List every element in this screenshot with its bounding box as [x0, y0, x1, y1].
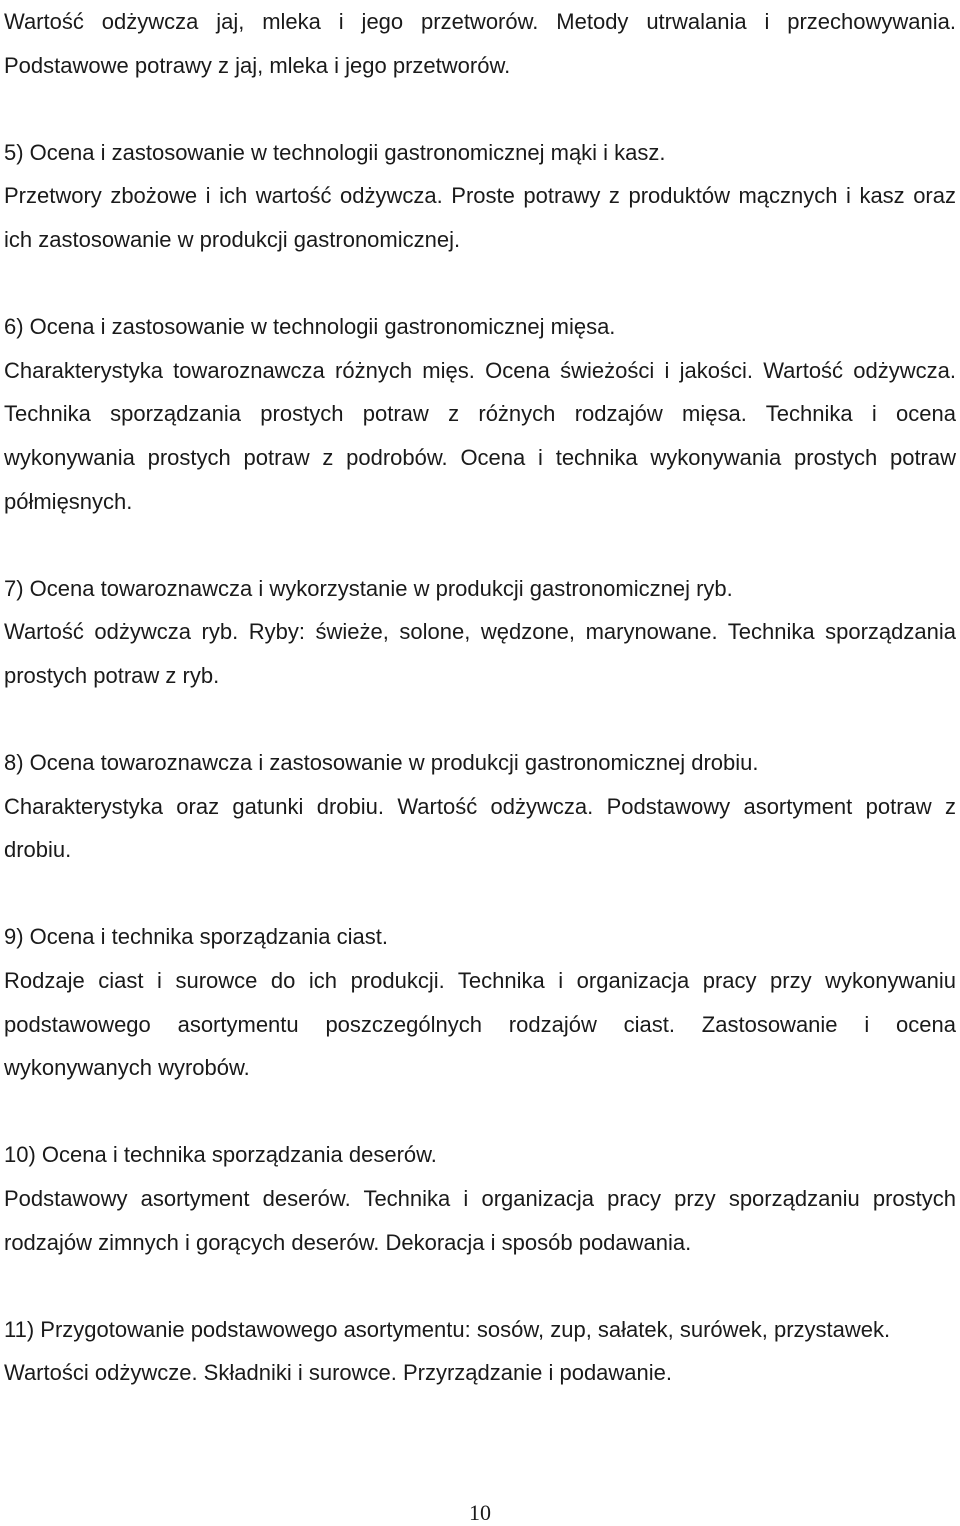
section-9: [4, 915, 956, 1089]
document-page: [4, 0, 956, 1395]
section-body: Podstawowy asortyment deserów. Technika i organizacja pracy przy sporządzaniu prostych rodzajów zimnych i gorących deserów. Dekoracja i sposób podawania.: [4, 1186, 956, 1255]
section-heading: 8) Ocena towaroznawcza i zastosowanie w produkcji gastronomicznej drobiu.: [4, 750, 759, 776]
section-body: Charakterystyka oraz gatunki drobiu. Wartość odżywcza. Podstawowy asortyment potraw z drobiu.: [4, 793, 956, 863]
section-10: [4, 1133, 956, 1264]
section-body: Przetwory zbożowe i ich wartość odżywcza. Proste potrawy z produktów mącznych i kasz oraz ich zastosowanie w produkcji gastronomicznej.: [4, 183, 956, 252]
section-7: [4, 567, 956, 698]
page-number: 10: [469, 1500, 491, 1525]
section-heading: 7) Ocena towaroznawcza i wykorzystanie w produkcji gastronomicznej ryb.: [4, 575, 733, 601]
section-body: Wartości odżywcze. Składniki i surowce. Przyrządzanie i podawanie.: [4, 1360, 673, 1386]
section-heading: 5) Ocena i zastosowanie w technologii gastronomicznej mąki i kasz.: [4, 139, 666, 165]
section-heading: 11) Przygotowanie podstawowego asortymentu: sosów, zup, sałatek, surówek, przystawek.: [4, 1316, 891, 1342]
section-heading: 6) Ocena i zastosowanie w technologii gastronomicznej mięsa.: [4, 314, 616, 340]
section-8: [4, 741, 956, 872]
section-body: Wartość odżywcza ryb. Ryby: świeże, solone, wędzone, marynowane. Technika sporządzania prostych potraw z ryb.: [4, 619, 956, 688]
section-body: Charakterystyka towaroznawcza różnych mięs. Ocena świeżości i jakości. Wartość odżywcza. Technika sporządzania prostych potraw z różnych rodzajów mięsa. Technika i ocena wykonywania prostych potraw z podrobów. Ocena i technika wykonywania prostych potraw półmięsnych.: [4, 357, 956, 514]
section-11: [4, 1308, 956, 1395]
section-heading: 10) Ocena i technika sporządzania deserów.: [4, 1142, 437, 1168]
section-heading: 9) Ocena i technika sporządzania ciast.: [4, 924, 388, 950]
section-body: Rodzaje ciast i surowce do ich produkcji. Technika i organizacja pracy przy wykonywaniu podstawowego asortymentu poszczególnych rodzajów ciast. Zastosowanie i ocena wykonywanych wyrobów.: [4, 968, 956, 1081]
paragraph-intro: Wartość odżywcza jaj, mleka i jego przetworów. Metody utrwalania i przechowywania. Podstawowe potrawy z jaj, mleka i jego przetworów.: [4, 9, 956, 78]
section-5: [4, 131, 956, 262]
section-6: [4, 305, 956, 523]
